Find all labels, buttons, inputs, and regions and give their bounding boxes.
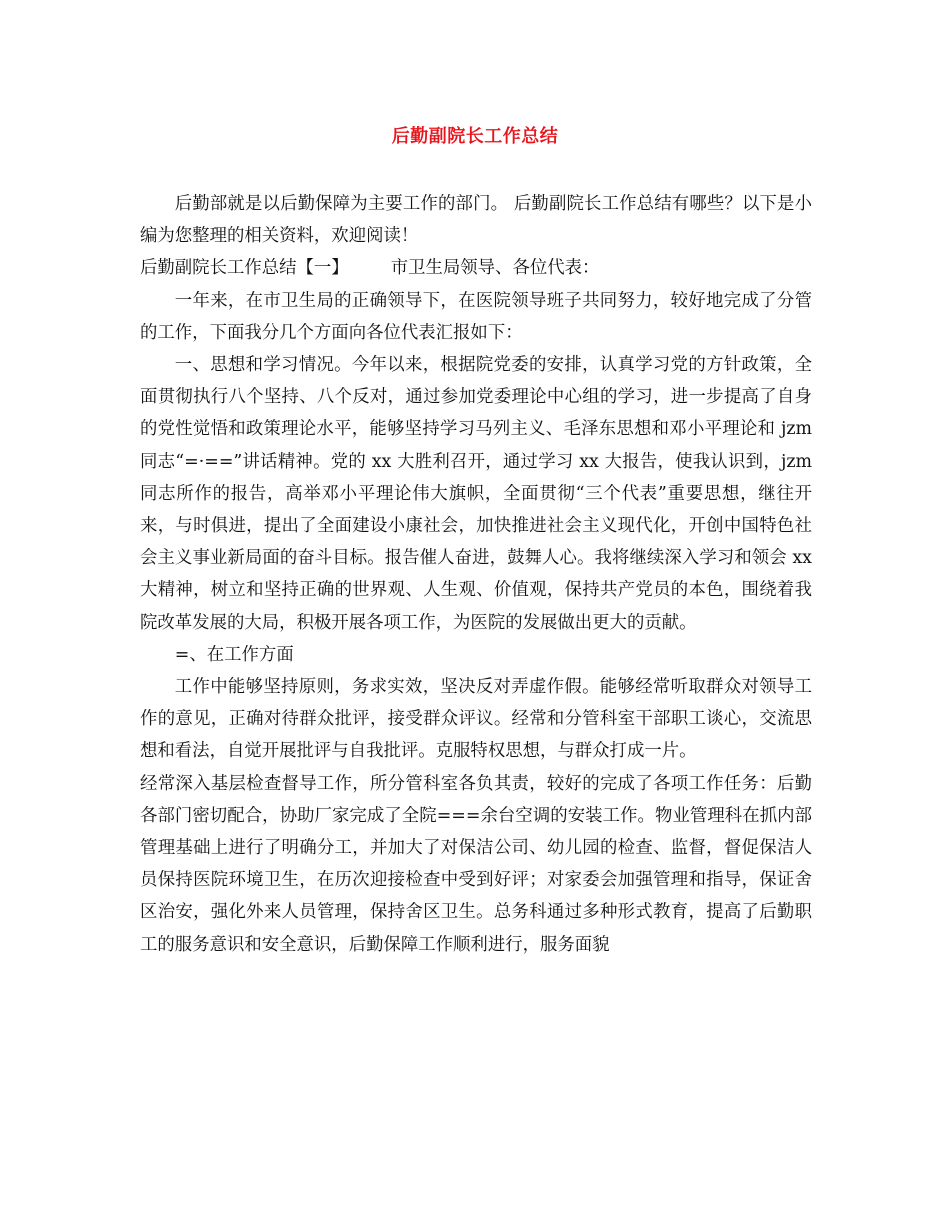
- work-aspect-heading: =、在工作方面: [174, 644, 294, 665]
- section-heading: [140, 252, 812, 284]
- intro-paragraph: 后勤部就是以后勤保障为主要工作的部门。 后勤副院长工作总结有哪些？以下是小编为您整理的相关资料，欢迎阅读！: [140, 194, 812, 247]
- section-heading-label: 后勤副院长工作总结【一】: [140, 258, 349, 279]
- grassroots-paragraph: 经常深入基层检查督导工作，所分管科室各负其责，较好的完成了各项工作任务：后勤各部门密切配合，协助厂家完成了全院===余台空调的安装工作。物业管理科在抓内部管理基础上进行了明确分工，并加大了对保洁公司、幼儿园的检查、监督，督促保洁人员保持医院环境卫生，在历次迎接检查中受到好评；对家委会加强管理和指导，保证舍区治安，强化外来人员管理，保持舍区卫生。总务科通过多种形式教育，提高了后勤职工的服务意识和安全意识，后勤保障工作顺利进行，服务面貌: [140, 773, 812, 955]
- thought-study-paragraph: 一、思想和学习情况。今年以来，根据院党委的安排，认真学习党的方针政策，全面贯彻执行八个坚持、八个反对，通过参加党委理论中心组的学习，进一步提高了自身的党性觉悟和政策理论水平，能够坚持学习马列主义、毛泽东思想和邓小平理论和 jzm 同志“=·==”讲话精神。党的 xx 大胜利召开，通过学习 xx 大报告，使我认识到，jzm 同志所作的报告，高举邓小平理论伟大旗帜，全面贯彻“三个代表”重要思想，继往开来，与时俱进，提出了全面建设小康社会，加快推进社会主义现代化，开创中国特色社会主义事业新局面的奋斗目标。报告催人奋进，鼓舞人心。我将继续深入学习和领会 xx 大精神，树立和坚持正确的世界观、人生观、价值观，保持共产党员的本色，围绕着我院改革发展的大局，积极开展各项工作，为医院的发展做出更大的贡献。: [140, 355, 812, 633]
- overview-paragraph: 一年来，在市卫生局的正确领导下，在医院领导班子共同努力，较好地完成了分管的工作，下面我分几个方面向各位代表汇报如下：: [140, 290, 812, 343]
- document-body: [140, 188, 812, 961]
- section-heading-addressee: 市卫生局领导、各位代表：: [390, 258, 600, 279]
- document-title: 后勤副院长工作总结: [391, 126, 559, 147]
- work-principle-paragraph: 工作中能够坚持原则，务求实效，坚决反对弄虚作假。能够经常听取群众对领导工作的意见，正确对待群众批评，接受群众评议。经常和分管科室干部职工谈心，交流思想和看法，自觉开展批评与自我批评。克服特权思想，与群众打成一片。: [140, 677, 812, 762]
